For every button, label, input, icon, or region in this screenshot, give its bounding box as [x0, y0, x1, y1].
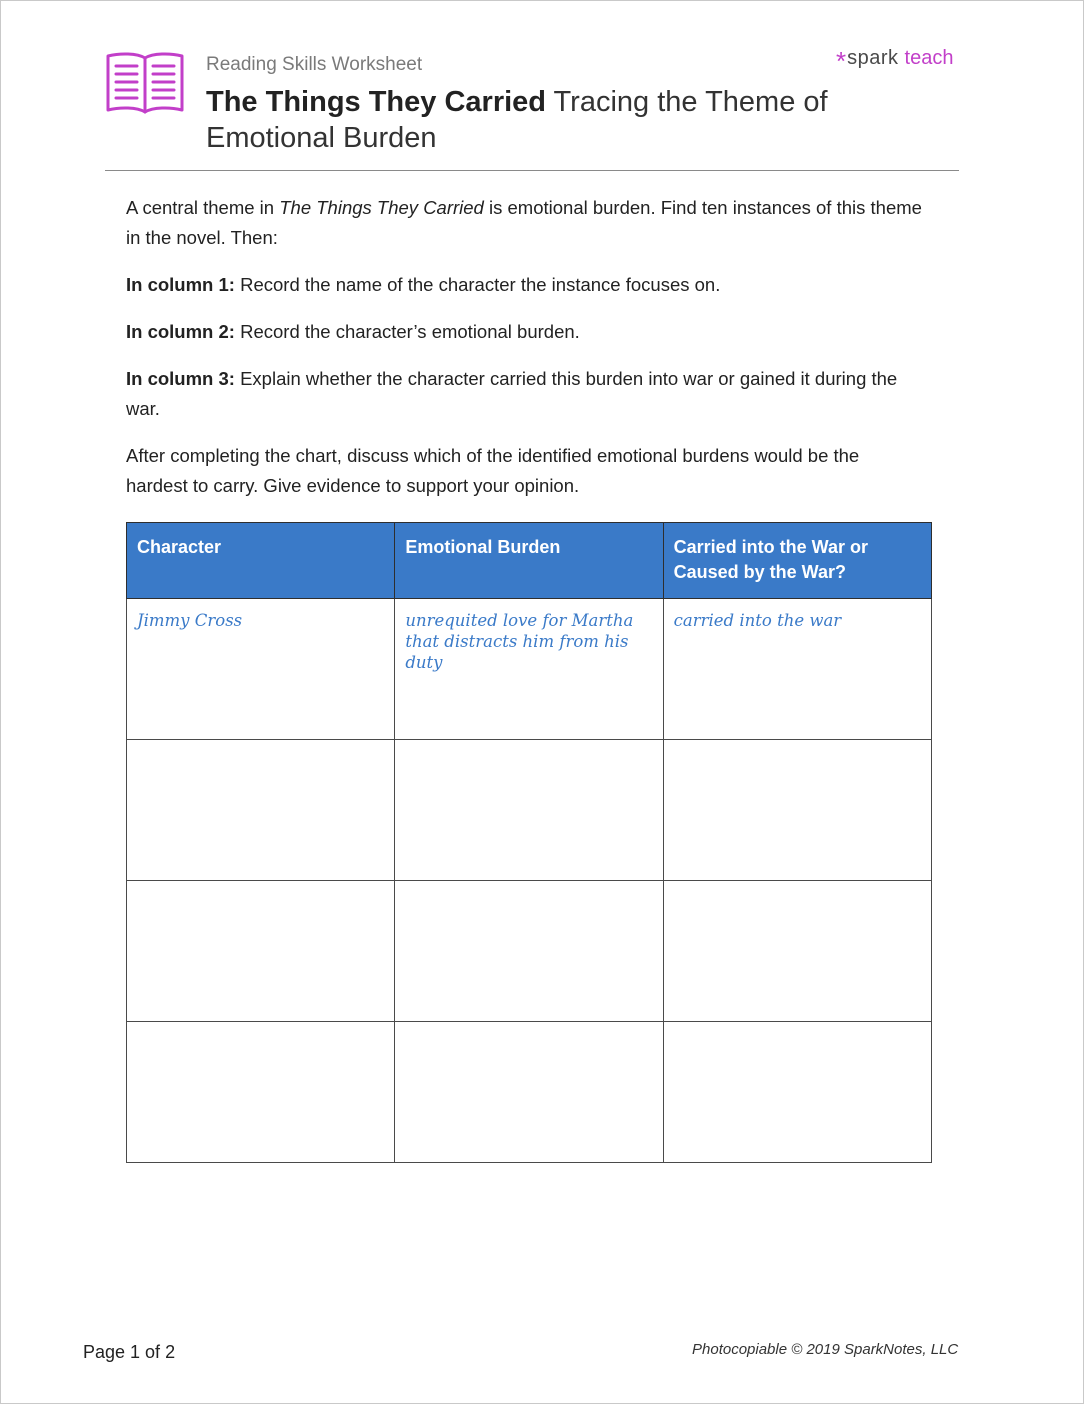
intro-book-title: The Things They Carried	[279, 197, 484, 218]
logo-word-teach: teach	[904, 47, 954, 69]
column-1-instruction	[126, 270, 926, 300]
intro-text-a: A central theme in	[126, 197, 280, 218]
column-2-instruction	[126, 317, 926, 347]
header-emotional-burden: Emotional Burden	[395, 523, 663, 599]
column-3-label: In column 3:	[126, 368, 235, 389]
logo-asterisk: *	[836, 46, 847, 76]
header-character: Character	[127, 523, 395, 599]
table-row	[127, 1022, 932, 1163]
table-header-row	[127, 523, 932, 599]
table-row	[127, 881, 932, 1022]
table-cell[interactable]	[395, 881, 663, 1022]
title-book: The Things They Carried	[206, 86, 546, 118]
copyright-notice: Photocopiable © 2019 SparkNotes, LLC	[692, 1341, 959, 1358]
table-cell[interactable]	[395, 1022, 663, 1163]
table-cell[interactable]	[395, 740, 663, 881]
open-book-icon	[104, 48, 186, 118]
table-cell[interactable]	[127, 740, 395, 881]
page-number: Page 1 of 2	[83, 1342, 176, 1362]
table-cell: unrequited love for Martha that distracts him from his duty	[395, 599, 663, 740]
instructions	[126, 193, 926, 518]
column-1-label: In column 1:	[126, 274, 235, 295]
column-2-label: In column 2:	[126, 321, 235, 342]
table-cell[interactable]	[663, 740, 931, 881]
table-cell[interactable]	[127, 881, 395, 1022]
header-divider	[105, 170, 959, 171]
column-2-text: Record the character’s emotional burden.	[234, 321, 580, 342]
page-title	[206, 84, 906, 156]
title-topic: Tracing the Theme of Emotional Burden	[206, 86, 828, 154]
table-cell[interactable]	[663, 1022, 931, 1163]
table-row	[127, 599, 932, 740]
table-cell: Jimmy Cross	[127, 599, 395, 740]
column-3-instruction	[126, 364, 926, 424]
intro-paragraph	[126, 193, 926, 253]
sparkteach-logo	[836, 46, 953, 77]
closing-paragraph: After completing the chart, discuss which of the identified emotional burdens would be the hardest to carry. Give evidence to support your opinion.	[126, 445, 860, 496]
table-cell[interactable]	[663, 881, 931, 1022]
table-row	[127, 740, 932, 881]
logo-word-spark: spark	[847, 47, 899, 69]
intro-text-b: is emotional burden. Find ten instances of this theme in the novel. Then:	[126, 197, 922, 248]
emotional-burden-chart	[126, 522, 932, 1163]
column-3-text: Explain whether the character carried this burden into war or gained it during the war.	[126, 368, 898, 419]
table-cell[interactable]	[127, 1022, 395, 1163]
header-carried-or-caused: Carried into the War or Caused by the War?	[663, 523, 931, 599]
table-cell: carried into the war	[663, 599, 931, 740]
worksheet-type: Reading Skills Worksheet	[206, 54, 423, 75]
column-1-text: Record the name of the character the instance focuses on.	[234, 274, 721, 295]
